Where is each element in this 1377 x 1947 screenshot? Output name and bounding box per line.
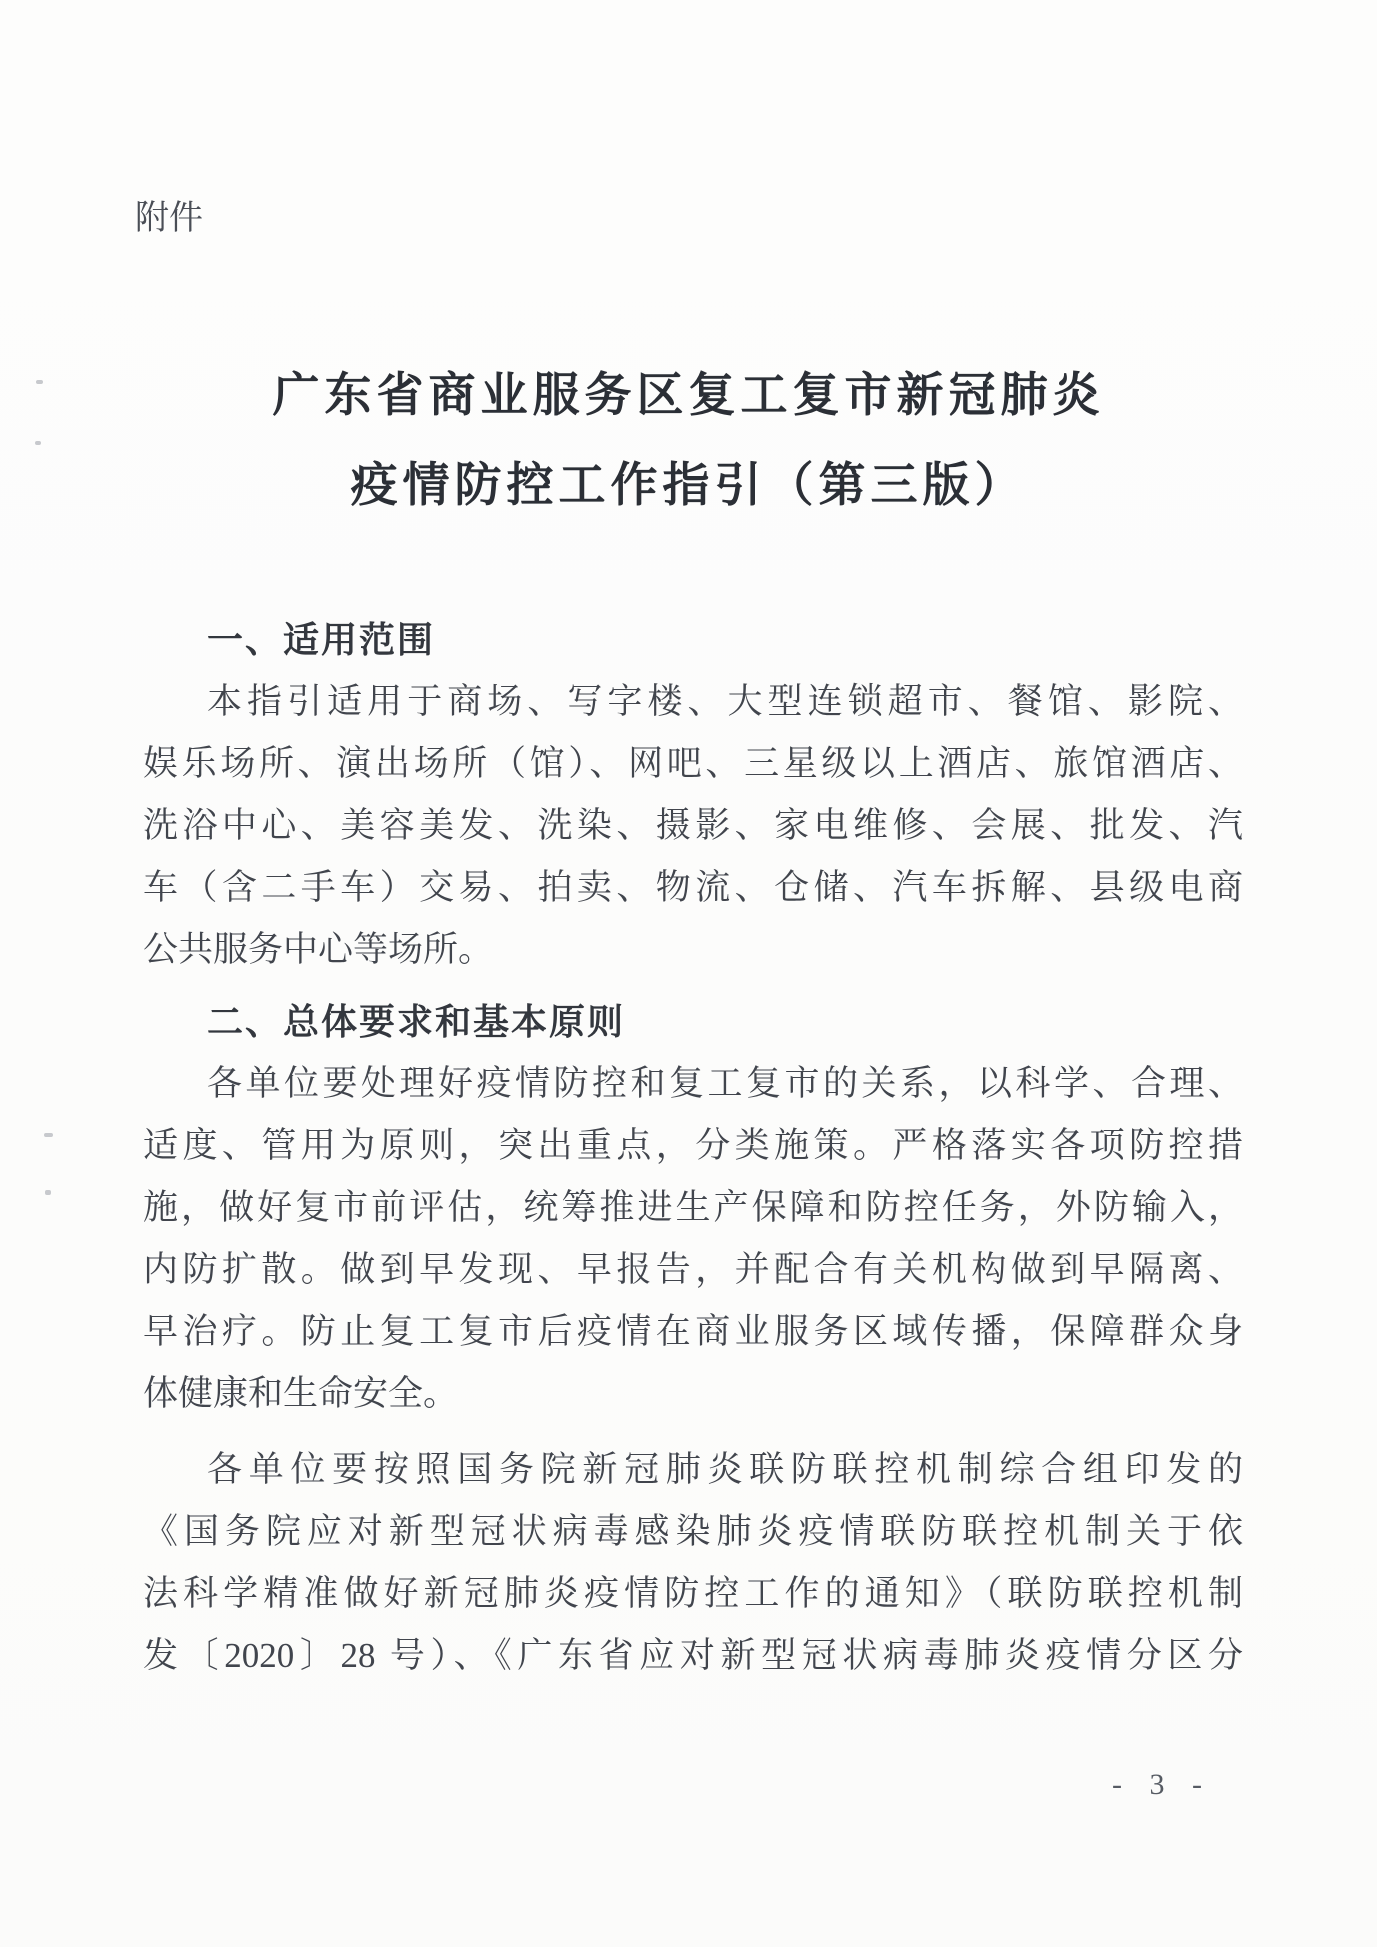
- section-heading-requirements: 二、总体要求和基本原则: [207, 1001, 626, 1042]
- document-body: [143, 609, 1243, 1687]
- body-line: 娱乐场所、演出场所（馆）、网吧、三星级以上酒店、旅馆酒店、: [143, 744, 1243, 783]
- document-title-line2: 疫情防控工作指引（第三版）: [350, 460, 1027, 512]
- body-line: 公共服务中心等场所。: [143, 930, 494, 969]
- scan-speck: [35, 441, 41, 445]
- scan-speck: [45, 1190, 51, 1195]
- body-line: 本指引适用于商场、写字楼、大型连锁超市、餐馆、影院、: [207, 682, 1243, 721]
- paragraph-scope: [143, 671, 1243, 981]
- body-line: 车（含二手车）交易、拍卖、物流、仓储、汽车拆解、县级电商: [143, 868, 1243, 907]
- body-line: 施，做好复市前评估，统筹推进生产保障和防控任务，外防输入，: [143, 1188, 1243, 1227]
- page-number: - 3 -: [1112, 1768, 1212, 1801]
- paragraph-requirements-2: [143, 1439, 1243, 1687]
- body-line: 内防扩散。做到早发现、早报告，并配合有关机构做到早隔离、: [143, 1250, 1243, 1289]
- paragraph-requirements-1: [143, 1053, 1243, 1425]
- body-line: 各单位要处理好疫情防控和复工复市的关系，以科学、合理、: [207, 1064, 1243, 1103]
- body-line: 各单位要按照国务院新冠肺炎联防联控机制综合组印发的: [207, 1450, 1243, 1489]
- body-line: 发〔2020〕28 号）、《广东省应对新型冠状病毒肺炎疫情分区分: [143, 1636, 1243, 1675]
- body-line: 洗浴中心、美容美发、洗染、摄影、家电维修、会展、批发、汽: [143, 806, 1243, 845]
- scan-speck: [44, 1133, 53, 1137]
- body-line: 适度、管用为原则，突出重点，分类施策。严格落实各项防控措: [143, 1126, 1243, 1165]
- body-line: 体健康和生命安全。: [143, 1374, 459, 1413]
- attachment-label: 附件: [135, 199, 203, 237]
- scan-speck: [36, 380, 43, 384]
- document-title-line1: 广东省商业服务区复工复市新冠肺炎: [272, 370, 1105, 422]
- section-heading-scope: 一、适用范围: [207, 619, 436, 660]
- body-line: 法科学精准做好新冠肺炎疫情防控工作的通知》（联防联控机制: [143, 1574, 1243, 1613]
- document-title: [0, 351, 1377, 531]
- body-line: 早治疗。防止复工复市后疫情在商业服务区域传播，保障群众身: [143, 1312, 1243, 1351]
- body-line: 《国务院应对新型冠状病毒感染肺炎疫情联防联控机制关于依: [143, 1512, 1243, 1551]
